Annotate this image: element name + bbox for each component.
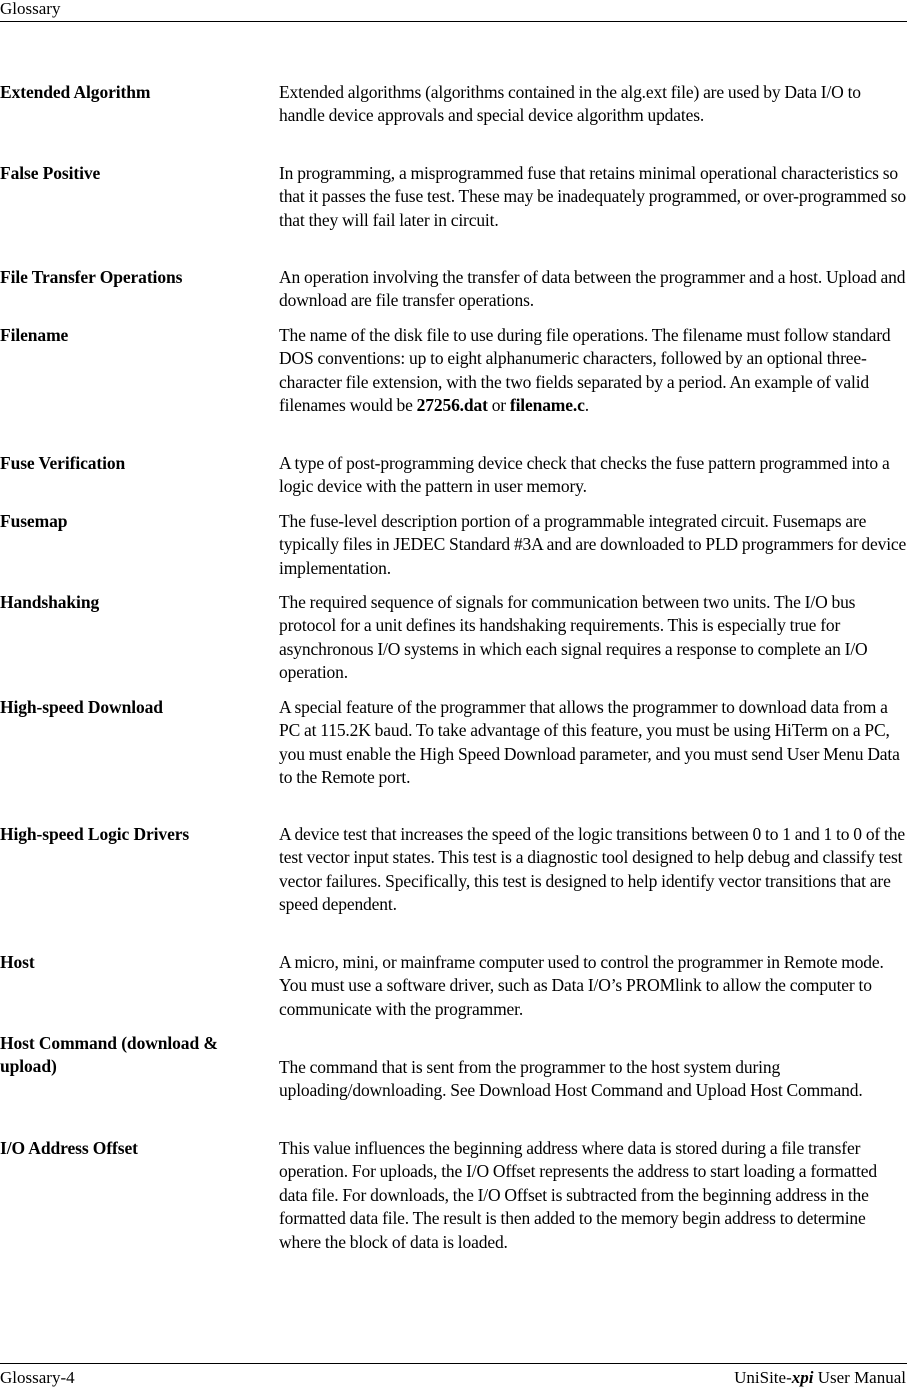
glossary-definition: A type of post-programming device check that checks the fuse pattern programmed into a logic device with the pattern in user memory. [279, 453, 890, 497]
glossary-term: Handshaking [0, 592, 100, 612]
glossary-definition: In programming, a misprogrammed fuse that retains minimal operational characteristics so that it passes the fuse test. These may be inadequately programmed, or over-programmed so that they will fail later in circuit. [279, 163, 906, 230]
glossary-term: Fuse Verification [0, 453, 126, 473]
glossary-term: Host Command (download & upload) [0, 1033, 218, 1077]
glossary-term: Fusemap [0, 511, 68, 531]
definition-text: . [584, 395, 589, 416]
definition-text: or [487, 395, 510, 416]
glossary-definition: This value influences the beginning address where data is stored during a file transfer operation. For uploads, the I/O Offset represents the address to start loading a formatted data file. For downloads, the I/O Offset is subtracted from the beginning address in the formatted data file. The result is then added to the memory begin address to determine where the block of data is loaded. [279, 1138, 878, 1252]
glossary-definition: A special feature of the programmer that allows the programmer to download data from a PC at 115.2K baud. To take advantage of this feature, you must be using HiTerm on a PC, you must enable the High Speed Download parameter, and you must send User Menu Data to the Remote port. [279, 697, 900, 788]
glossary-term: False Positive [0, 163, 101, 183]
glossary-definition [279, 324, 907, 418]
glossary-definition: The fuse-level description portion of a programmable integrated circuit. Fusemaps are typically files in JEDEC Standard #3A and are downloaded to PLD programmers for device implementation. [279, 511, 907, 578]
footer-manual-title [734, 1368, 906, 1388]
glossary-definition: A device test that increases the speed of the logic transitions between 0 to 1 and 1 to 0 of the test vector input states. This test is a diagnostic tool designed to help debug and classify test vector failures. Specifically, this test is designed to help identify vector transitions that are speed dependent. [279, 824, 905, 915]
glossary-term: High-speed Logic Drivers [0, 824, 190, 844]
glossary-definition: A micro, mini, or mainframe computer used to control the programmer in Remote mode. You must use a software driver, such as Data I/O’s PROMlink to allow the computer to communicate with the programmer. [279, 952, 884, 1019]
glossary-term: High-speed Download [0, 697, 163, 717]
definition-text: The name of the disk file to use during file operations. The filename must follow standard DOS conventions: up to eight alphanumeric characters, followed by an optional three-character file extension, with the two fields separated by a period. An example of valid filenames would be [279, 325, 891, 416]
manual-title-suffix: User Manual [813, 1368, 906, 1387]
glossary-definition: The command that is sent from the programmer to the host system during uploading/downloading. See Download Host Command and Upload Host Command. [279, 1057, 863, 1101]
manual-title-product: xpi [791, 1368, 814, 1387]
glossary-term: Extended Algorithm [0, 82, 151, 102]
filename-example-1: 27256.dat [416, 395, 488, 416]
filename-example-2: filename.c [509, 395, 585, 416]
glossary-definition: An operation involving the transfer of data between the programmer and a host. Upload and download are file transfer operations. [279, 267, 906, 311]
glossary-term: Host [0, 952, 35, 972]
footer-rule [0, 1363, 907, 1364]
footer-page-number: Glossary-4 [0, 1368, 75, 1387]
header-rule [0, 21, 907, 22]
glossary-term: I/O Address Offset [0, 1138, 138, 1158]
manual-title-prefix: UniSite- [734, 1368, 792, 1387]
running-header-title: Glossary [0, 0, 61, 18]
glossary-term: File Transfer Operations [0, 267, 183, 287]
glossary-term: Filename [0, 325, 69, 345]
glossary-definition: Extended algorithms (algorithms contained in the alg.ext file) are used by Data I/O to handle device approvals and special device algorithm updates. [279, 82, 861, 126]
glossary-definition: The required sequence of signals for communication between two units. The I/O bus protocol for a unit defines its handshaking requirements. This is especially true for asynchronous I/O systems in which each signal requires a response to complete an I/O operation. [279, 592, 868, 683]
